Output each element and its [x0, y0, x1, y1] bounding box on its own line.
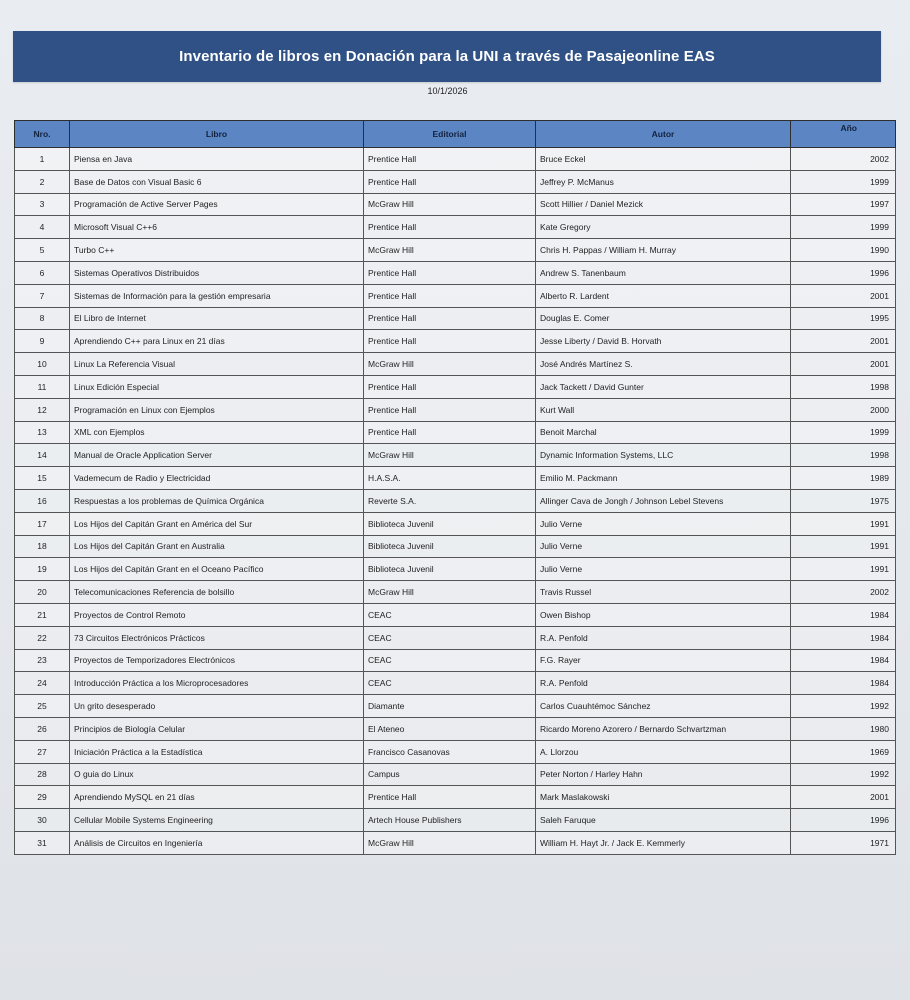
- cell-autor: R.A. Penfold: [536, 672, 791, 695]
- cell-anio: 1992: [791, 763, 896, 786]
- cell-autor: Mark Maslakowski: [536, 786, 791, 809]
- cell-anio: 1999: [791, 421, 896, 444]
- table-row: [15, 307, 896, 330]
- cell-autor: William H. Hayt Jr. / Jack E. Kemmerly: [536, 831, 791, 854]
- cell-anio: 1984: [791, 649, 896, 672]
- table-row: [15, 330, 896, 353]
- cell-editorial: Prentice Hall: [364, 330, 536, 353]
- cell-editorial: Prentice Hall: [364, 170, 536, 193]
- cell-autor: Bruce Eckel: [536, 148, 791, 171]
- cell-editorial: Biblioteca Juvenil: [364, 558, 536, 581]
- table-row: [15, 626, 896, 649]
- cell-anio: 1971: [791, 831, 896, 854]
- cell-anio: 1995: [791, 307, 896, 330]
- cell-autor: Jack Tackett / David Gunter: [536, 375, 791, 398]
- cell-autor: Alberto R. Lardent: [536, 284, 791, 307]
- cell-autor: Carlos Cuauhtémoc Sánchez: [536, 695, 791, 718]
- cell-nro: 19: [15, 558, 70, 581]
- cell-autor: A. Llorzou: [536, 740, 791, 763]
- cell-nro: 14: [15, 444, 70, 467]
- cell-editorial: Prentice Hall: [364, 284, 536, 307]
- table-row: [15, 581, 896, 604]
- cell-autor: Emilio M. Packmann: [536, 467, 791, 490]
- cell-anio: 2001: [791, 284, 896, 307]
- cell-anio: 1992: [791, 695, 896, 718]
- cell-libro: Linux La Referencia Visual: [70, 353, 364, 376]
- table-row: [15, 216, 896, 239]
- cell-autor: Dynamic Information Systems, LLC: [536, 444, 791, 467]
- cell-nro: 7: [15, 284, 70, 307]
- cell-nro: 12: [15, 398, 70, 421]
- cell-anio: 1996: [791, 261, 896, 284]
- cell-nro: 31: [15, 831, 70, 854]
- cell-autor: José Andrés Martínez S.: [536, 353, 791, 376]
- table-row: [15, 148, 896, 171]
- table-row: [15, 672, 896, 695]
- table-body: [15, 148, 896, 855]
- cell-editorial: CEAC: [364, 603, 536, 626]
- cell-anio: 1980: [791, 717, 896, 740]
- table-row: [15, 170, 896, 193]
- column-header-nro: Nro.: [15, 121, 70, 148]
- table-row: [15, 558, 896, 581]
- table-row: [15, 353, 896, 376]
- cell-anio: 1999: [791, 216, 896, 239]
- cell-autor: F.G. Rayer: [536, 649, 791, 672]
- cell-nro: 24: [15, 672, 70, 695]
- cell-anio: 1984: [791, 626, 896, 649]
- cell-anio: 1989: [791, 467, 896, 490]
- cell-libro: Introducción Práctica a los Microprocesadores: [70, 672, 364, 695]
- cell-autor: Julio Verne: [536, 535, 791, 558]
- cell-autor: Chris H. Pappas / William H. Murray: [536, 239, 791, 262]
- cell-nro: 25: [15, 695, 70, 718]
- table-header-row: [15, 121, 896, 148]
- cell-editorial: Artech House Publishers: [364, 809, 536, 832]
- cell-libro: Aprendiendo MySQL en 21 días: [70, 786, 364, 809]
- cell-anio: 2000: [791, 398, 896, 421]
- cell-editorial: Diamante: [364, 695, 536, 718]
- table-row: [15, 695, 896, 718]
- table-row: [15, 193, 896, 216]
- cell-editorial: Reverte S.A.: [364, 489, 536, 512]
- cell-libro: Los Hijos del Capitán Grant en Australia: [70, 535, 364, 558]
- cell-libro: Piensa en Java: [70, 148, 364, 171]
- table-row: [15, 398, 896, 421]
- cell-nro: 5: [15, 239, 70, 262]
- cell-libro: XML con Ejemplos: [70, 421, 364, 444]
- cell-anio: 1975: [791, 489, 896, 512]
- cell-autor: Julio Verne: [536, 558, 791, 581]
- cell-editorial: Prentice Hall: [364, 421, 536, 444]
- cell-nro: 9: [15, 330, 70, 353]
- table-row: [15, 489, 896, 512]
- cell-autor: Andrew S. Tanenbaum: [536, 261, 791, 284]
- cell-editorial: Campus: [364, 763, 536, 786]
- cell-autor: Ricardo Moreno Azorero / Bernardo Schvartzman: [536, 717, 791, 740]
- cell-editorial: Biblioteca Juvenil: [364, 512, 536, 535]
- cell-nro: 4: [15, 216, 70, 239]
- cell-editorial: Prentice Hall: [364, 375, 536, 398]
- column-header-libro: Libro: [70, 121, 364, 148]
- cell-autor: R.A. Penfold: [536, 626, 791, 649]
- cell-editorial: McGraw Hill: [364, 239, 536, 262]
- cell-nro: 11: [15, 375, 70, 398]
- cell-nro: 18: [15, 535, 70, 558]
- cell-nro: 28: [15, 763, 70, 786]
- cell-libro: Cellular Mobile Systems Engineering: [70, 809, 364, 832]
- cell-editorial: CEAC: [364, 626, 536, 649]
- inventory-table: [14, 120, 896, 855]
- cell-anio: 2001: [791, 786, 896, 809]
- table-row: [15, 512, 896, 535]
- table-row: [15, 261, 896, 284]
- cell-anio: 2002: [791, 581, 896, 604]
- title-banner: [13, 31, 881, 82]
- cell-autor: Scott Hillier / Daniel Mezick: [536, 193, 791, 216]
- page-title: Inventario de libros en Donación para la UNI a través de Pasajeonline EAS: [179, 48, 715, 65]
- cell-anio: 2001: [791, 330, 896, 353]
- cell-libro: Linux Edición Especial: [70, 375, 364, 398]
- cell-libro: Los Hijos del Capitán Grant en el Oceano Pacífico: [70, 558, 364, 581]
- cell-autor: Owen Bishop: [536, 603, 791, 626]
- cell-editorial: Prentice Hall: [364, 216, 536, 239]
- cell-nro: 30: [15, 809, 70, 832]
- cell-anio: 1990: [791, 239, 896, 262]
- cell-autor: Peter Norton / Harley Hahn: [536, 763, 791, 786]
- cell-anio: 1991: [791, 512, 896, 535]
- cell-anio: 2001: [791, 353, 896, 376]
- cell-nro: 27: [15, 740, 70, 763]
- cell-autor: Benoit Marchal: [536, 421, 791, 444]
- cell-libro: Los Hijos del Capitán Grant en América del Sur: [70, 512, 364, 535]
- table-row: [15, 239, 896, 262]
- cell-editorial: Prentice Hall: [364, 261, 536, 284]
- cell-editorial: CEAC: [364, 672, 536, 695]
- cell-libro: O guia do Linux: [70, 763, 364, 786]
- cell-editorial: Francisco Casanovas: [364, 740, 536, 763]
- cell-autor: Douglas E. Comer: [536, 307, 791, 330]
- cell-libro: Principios de Biología Celular: [70, 717, 364, 740]
- cell-nro: 10: [15, 353, 70, 376]
- cell-libro: 73 Circuitos Electrónicos Prácticos: [70, 626, 364, 649]
- cell-autor: Jeffrey P. McManus: [536, 170, 791, 193]
- cell-nro: 26: [15, 717, 70, 740]
- table-row: [15, 717, 896, 740]
- cell-anio: 1991: [791, 558, 896, 581]
- cell-editorial: McGraw Hill: [364, 193, 536, 216]
- cell-anio: 1996: [791, 809, 896, 832]
- table-row: [15, 786, 896, 809]
- cell-libro: Respuestas a los problemas de Química Orgánica: [70, 489, 364, 512]
- cell-nro: 17: [15, 512, 70, 535]
- cell-editorial: H.A.S.A.: [364, 467, 536, 490]
- table-row: [15, 375, 896, 398]
- cell-libro: Manual de Oracle Application Server: [70, 444, 364, 467]
- table-row: [15, 421, 896, 444]
- cell-anio: 1984: [791, 603, 896, 626]
- cell-libro: Sistemas Operativos Distribuidos: [70, 261, 364, 284]
- cell-editorial: Prentice Hall: [364, 786, 536, 809]
- table-row: [15, 535, 896, 558]
- cell-editorial: Prentice Hall: [364, 307, 536, 330]
- table-row: [15, 444, 896, 467]
- table-row: [15, 467, 896, 490]
- table-row: [15, 763, 896, 786]
- cell-editorial: McGraw Hill: [364, 831, 536, 854]
- cell-anio: 1999: [791, 170, 896, 193]
- cell-libro: Proyectos de Control Remoto: [70, 603, 364, 626]
- table-row: [15, 809, 896, 832]
- cell-autor: Saleh Faruque: [536, 809, 791, 832]
- cell-nro: 16: [15, 489, 70, 512]
- column-header-editorial: Editorial: [364, 121, 536, 148]
- cell-libro: Proyectos de Temporizadores Electrónicos: [70, 649, 364, 672]
- cell-libro: Aprendiendo C++ para Linux en 21 días: [70, 330, 364, 353]
- cell-anio: 1969: [791, 740, 896, 763]
- cell-anio: 2002: [791, 148, 896, 171]
- cell-anio: 1984: [791, 672, 896, 695]
- cell-nro: 13: [15, 421, 70, 444]
- cell-libro: Base de Datos con Visual Basic 6: [70, 170, 364, 193]
- cell-editorial: McGraw Hill: [364, 353, 536, 376]
- cell-nro: 21: [15, 603, 70, 626]
- cell-libro: Iniciación Práctica a la Estadística: [70, 740, 364, 763]
- cell-editorial: McGraw Hill: [364, 444, 536, 467]
- cell-autor: Jesse Liberty / David B. Horvath: [536, 330, 791, 353]
- cell-anio: 1991: [791, 535, 896, 558]
- cell-editorial: El Ateneo: [364, 717, 536, 740]
- cell-editorial: CEAC: [364, 649, 536, 672]
- cell-editorial: Biblioteca Juvenil: [364, 535, 536, 558]
- cell-libro: Análisis de Circuitos en Ingeniería: [70, 831, 364, 854]
- cell-libro: El Libro de Internet: [70, 307, 364, 330]
- cell-autor: Julio Verne: [536, 512, 791, 535]
- table-row: [15, 284, 896, 307]
- cell-nro: 1: [15, 148, 70, 171]
- cell-nro: 6: [15, 261, 70, 284]
- cell-anio: 1997: [791, 193, 896, 216]
- cell-nro: 22: [15, 626, 70, 649]
- cell-nro: 23: [15, 649, 70, 672]
- cell-nro: 29: [15, 786, 70, 809]
- cell-libro: Turbo C++: [70, 239, 364, 262]
- cell-nro: 20: [15, 581, 70, 604]
- table-row: [15, 649, 896, 672]
- cell-anio: 1998: [791, 375, 896, 398]
- column-header-anio: Año: [791, 121, 896, 148]
- cell-libro: Un grito desesperado: [70, 695, 364, 718]
- cell-autor: Allinger Cava de Jongh / Johnson Lebel Stevens: [536, 489, 791, 512]
- cell-nro: 3: [15, 193, 70, 216]
- cell-nro: 8: [15, 307, 70, 330]
- cell-libro: Vademecum de Radio y Electricidad: [70, 467, 364, 490]
- column-header-autor: Autor: [536, 121, 791, 148]
- cell-libro: Programación de Active Server Pages: [70, 193, 364, 216]
- table-row: [15, 831, 896, 854]
- cell-autor: Travis Russel: [536, 581, 791, 604]
- cell-anio: 1998: [791, 444, 896, 467]
- cell-autor: Kurt Wall: [536, 398, 791, 421]
- cell-libro: Programación en Linux con Ejemplos: [70, 398, 364, 421]
- cell-editorial: Prentice Hall: [364, 398, 536, 421]
- cell-nro: 2: [15, 170, 70, 193]
- cell-editorial: McGraw Hill: [364, 581, 536, 604]
- document-date: 10/1/2026: [427, 86, 468, 96]
- cell-libro: Microsoft Visual C++6: [70, 216, 364, 239]
- cell-editorial: Prentice Hall: [364, 148, 536, 171]
- cell-autor: Kate Gregory: [536, 216, 791, 239]
- cell-libro: Sistemas de Información para la gestión empresaria: [70, 284, 364, 307]
- table-row: [15, 603, 896, 626]
- table-row: [15, 740, 896, 763]
- cell-libro: Telecomunicaciones Referencia de bolsillo: [70, 581, 364, 604]
- cell-nro: 15: [15, 467, 70, 490]
